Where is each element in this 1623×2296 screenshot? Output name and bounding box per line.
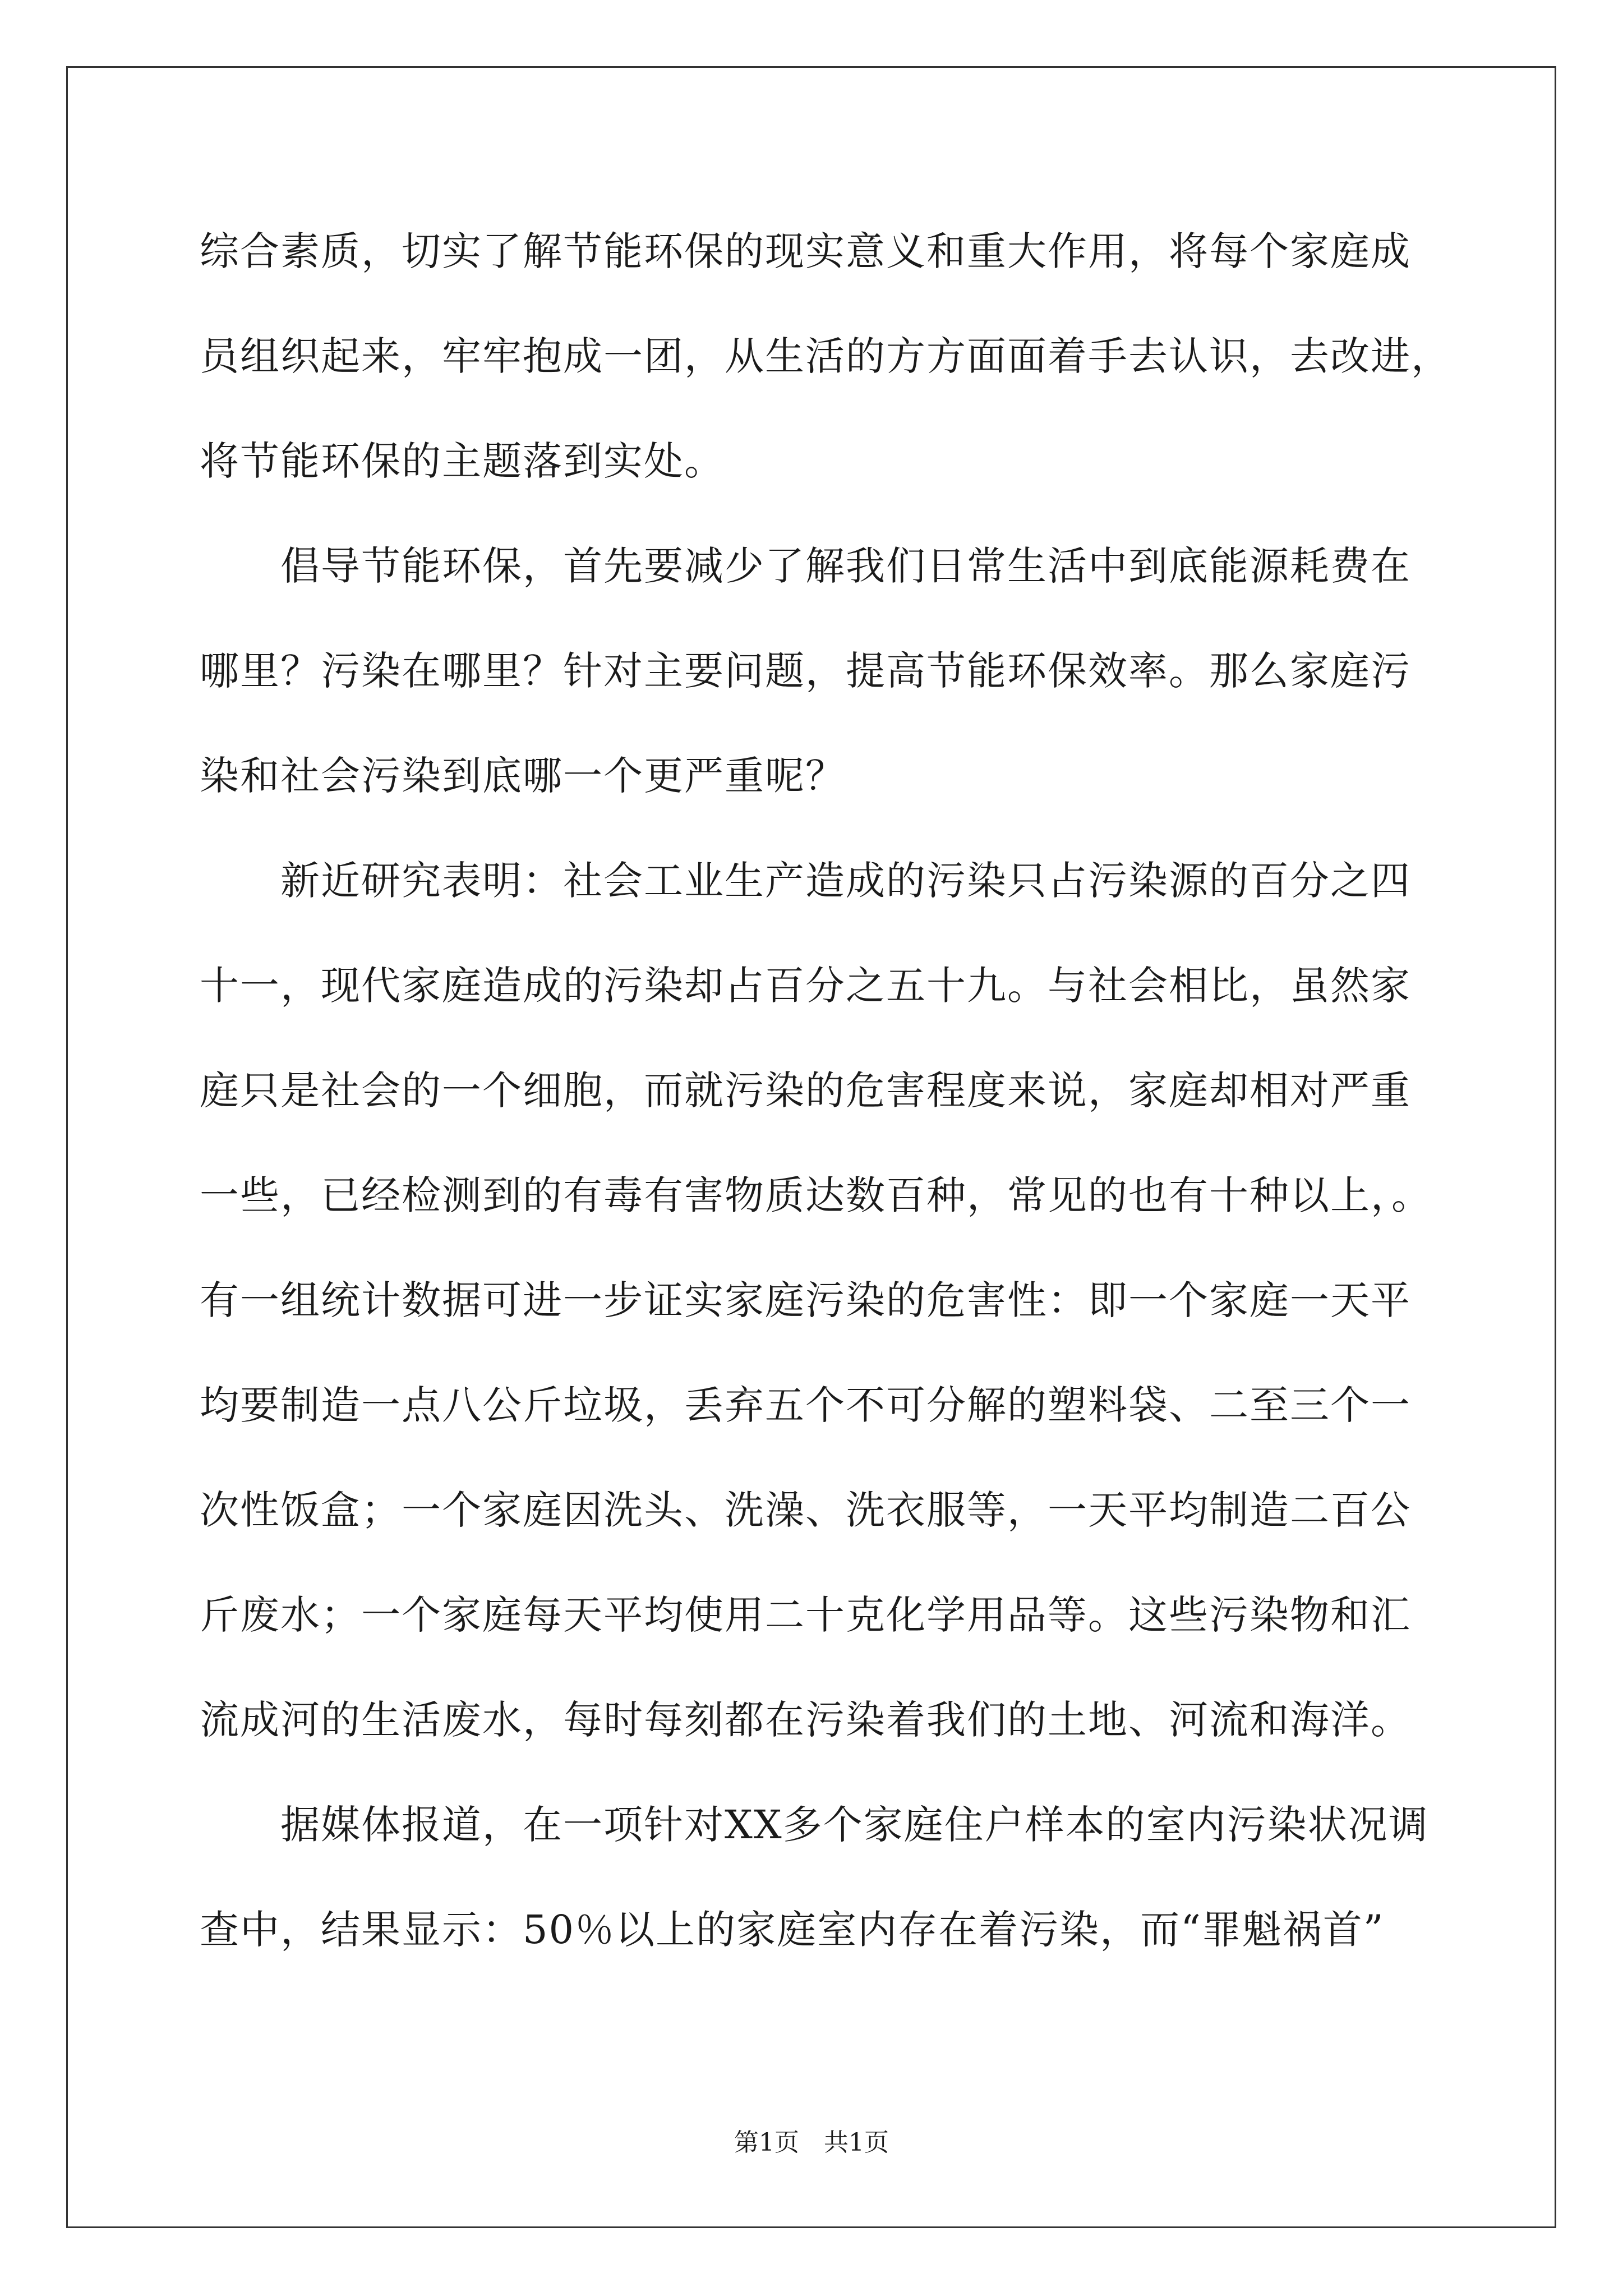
text-line: 倡导节能环保，首先要减少了解我们日常生活中到底能源耗费在 [200, 543, 1411, 589]
text-line: 将节能环保的主题落到实处。 [200, 438, 725, 484]
text-line: 据媒体报道，在一项针对XX多个家庭住户样本的室内污染状况调 [200, 1802, 1429, 1848]
text-line: 员组织起来，牢牢抱成一团，从生活的方方面面着手去认识，去改进， [200, 333, 1451, 379]
text-line: 流成河的生活废水，每时每刻都在污染着我们的土地、河流和海洋。 [200, 1697, 1411, 1743]
text-line: 新近研究表明：社会工业生产造成的污染只占污染源的百分之四 [200, 858, 1411, 904]
page-number-footer: 第1页 共1页 [734, 2128, 889, 2157]
text-line: 综合素质，切实了解节能环保的现实意义和重大作用，将每个家庭成 [200, 228, 1411, 274]
text-line: 均要制造一点八公斤垃圾，丢弃五个不可分解的塑料袋、二至三个一 [200, 1382, 1411, 1428]
text-line: 十一，现代家庭造成的污染却占百分之五十九。与社会相比，虽然家 [200, 963, 1411, 1009]
text-line: 染和社会污染到底哪一个更严重呢？ [200, 753, 846, 799]
text-line: 斤废水；一个家庭每天平均使用二十克化学用品等。这些污染物和汇 [200, 1592, 1411, 1638]
text-line: 哪里？污染在哪里？针对主要问题，提高节能环保效率。那么家庭污 [200, 648, 1411, 694]
text-line: 一些，已经检测到的有毒有害物质达数百种，常见的也有十种以上，。 [200, 1172, 1432, 1218]
text-line: 次性饭盒；一个家庭因洗头、洗澡、洗衣服等，一天平均制造二百公 [200, 1487, 1411, 1533]
text-line: 有一组统计数据可进一步证实家庭污染的危害性：即一个家庭一天平 [200, 1277, 1411, 1323]
text-line: 庭只是社会的一个细胞，而就污染的危害程度来说，家庭却相对严重 [200, 1068, 1411, 1114]
text-line: 查中，结果显示：50％以上的家庭室内存在着污染，而“罪魁祸首” [200, 1907, 1385, 1953]
